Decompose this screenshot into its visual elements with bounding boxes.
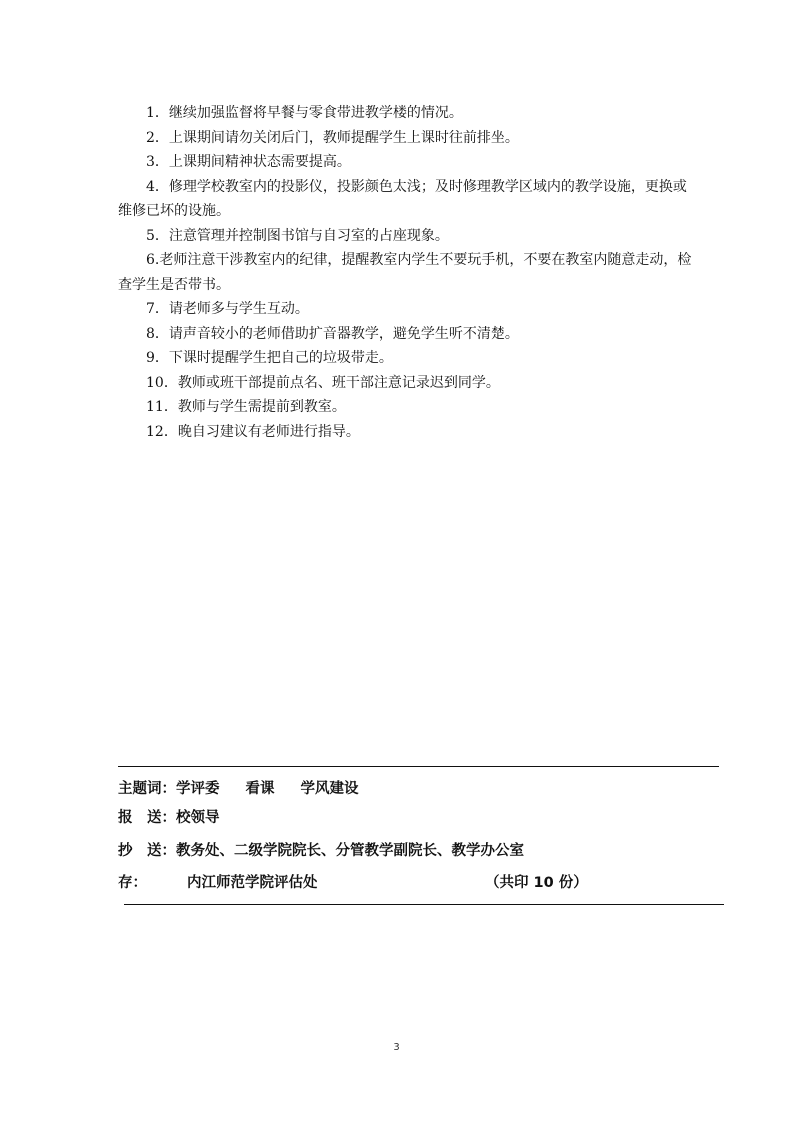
archive-label: 存： [118,875,147,891]
list-item [118,346,698,371]
list-item [118,297,698,322]
item-number: 6. [146,252,160,268]
cc-row [118,839,728,860]
item-text: 晚自习建议有老师进行指导。 [177,423,360,440]
item-text: 教师或班干部提前点名、班干部注意记录迟到同学。 [177,374,500,391]
item-number: 5． [146,227,169,244]
keyword: 看课 [245,781,275,797]
item-number: 4． [146,178,169,195]
cc-value: 教务处、二级学院院长、分管教学副院长、教学办公室 [176,843,524,859]
item-number: 11． [146,399,178,415]
item-text: 注意管理并控制图书馆与自习室的占座现象。 [168,227,449,244]
item-text: 继续加强监督将早餐与零食带进教学楼的情况。 [168,105,463,121]
footer-divider-bottom [124,904,724,905]
item-text: 下课时提醒学生把自己的垃圾带走。 [168,350,393,366]
list-item [118,101,698,126]
item-number: 2． [146,129,169,146]
keyword: 学评委 [176,781,220,797]
item-number: 7． [146,301,169,317]
keyword: 学风建设 [300,781,359,797]
list-item [118,150,698,175]
list-item [118,371,698,396]
archive-row [118,871,728,892]
list-item [118,175,698,224]
item-text: 修理学校教室内的投影仪，投影颜色太浅；及时修理教学区域内的教学设施，更换或维修已坏的设施。 [118,178,687,219]
keywords-row [118,777,728,798]
list-item [118,126,698,151]
item-number: 12． [146,423,178,440]
item-text: 教师与学生需提前到教室。 [177,399,346,415]
report-row [118,806,728,827]
copies-count: （共印 10 份） [485,875,588,891]
item-text: 上课期间精神状态需要提高。 [168,154,351,170]
suggestion-list [118,101,698,444]
item-text: 上课期间请勿关闭后门，教师提醒学生上课时往前排坐。 [168,129,519,146]
item-text: 请老师多与学生互动。 [168,301,309,317]
item-number: 3． [146,154,169,170]
report-label: 报 送： [118,810,176,826]
page-number: 3 [393,1042,400,1053]
item-number: 8． [146,325,169,342]
archive-org: 内江师范学院评估处 [187,875,318,891]
list-item [118,420,698,445]
item-number: 9． [146,350,169,366]
item-text: 请声音较小的老师借助扩音器教学，避免学生听不清楚。 [168,325,519,342]
list-item [118,395,698,420]
cc-label: 抄 送： [118,843,176,859]
list-item [118,322,698,347]
list-item [118,248,698,297]
list-item [118,224,698,249]
keywords-label: 主题词： [118,781,176,797]
report-value: 校领导 [176,810,220,826]
footer-divider-top [118,766,719,767]
item-number: 10． [146,374,178,391]
item-text: 老师注意干涉教室内的纪律，提醒教室内学生不要玩手机，不要在教室内随意走动，检查学生是否带书。 [118,252,692,293]
item-number: 1． [146,105,169,121]
